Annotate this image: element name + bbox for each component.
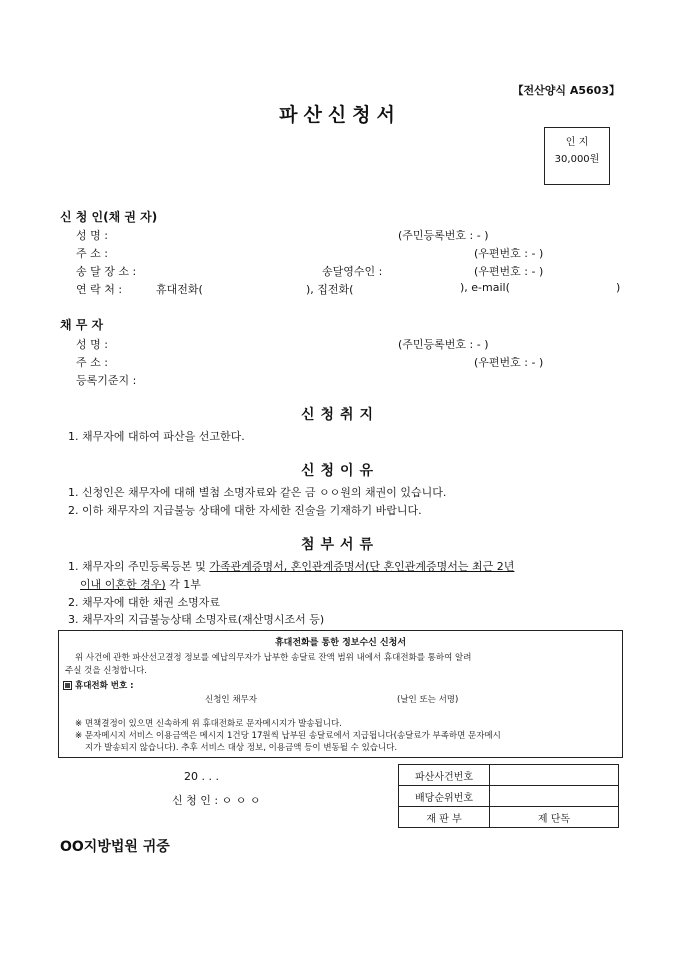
court-addressee: OO지방법원 귀중 <box>60 839 170 855</box>
attachment-item-1-pre: 1. 채무자의 주민등록등본 및 <box>68 560 210 573</box>
court-division-label: 재 판 부 <box>399 807 490 828</box>
applicant-postal: (우편번호 : - ) <box>474 247 544 260</box>
applicant-name-label: 성 명 : <box>76 229 108 242</box>
case-number-table <box>398 764 619 828</box>
date-line: 20 . . . <box>184 770 219 783</box>
attachment-item-1-underlined: 가족관계증명서, 혼인관계증명서(단 혼인관계증명서는 최근 2년 <box>209 560 515 573</box>
reason-item-2: 2. 이하 채무자의 지급불능 상태에 대한 자세한 진술을 기재하기 바랍니다. <box>68 504 422 517</box>
attachment-item-1-underlined-2: 이내 이혼한 경우) <box>80 578 166 591</box>
attachment-item-1-post: 각 1부 <box>165 578 201 591</box>
court-division-value: 제 단독 <box>490 807 619 828</box>
notice-line-1: 위 사건에 관한 파산선고결정 정보를 예납의무자가 납부한 송달료 잔액 범위 내에서 휴대전화를 통하여 알려 <box>75 653 472 663</box>
applicant-address-label: 주 소 : <box>76 247 108 260</box>
debtor-rrn: (주민등록번호 : - ) <box>398 338 489 351</box>
case-number-value <box>490 765 619 786</box>
notice-note-1: ※ 면책결정이 있으면 신속하게 위 휴대전화로 문자메시지가 발송됩니다. <box>75 719 342 729</box>
home-phone-label: ), 집전화( <box>306 283 354 296</box>
case-number-label: 파산사건번호 <box>399 765 490 786</box>
applicant-rrn: (주민등록번호 : - ) <box>398 229 489 242</box>
notice-signer: 신청인 채무자 <box>205 695 257 705</box>
debtor-reg-label: 등록기준지 : <box>76 374 137 387</box>
table-row <box>399 765 619 786</box>
debtor-name-label: 성 명 : <box>76 338 108 351</box>
notice-note-2: ※ 문자메시지 서비스 이용금액은 메시지 1건당 17원씩 납부된 송달료에서 지급됩니다(송달료가 부족하면 문자메시 <box>75 731 501 741</box>
reason-heading: 신청이유 <box>300 463 380 479</box>
purpose-heading: 신청취지 <box>300 407 380 423</box>
form-code: 【전산양식 A5603】 <box>512 84 620 97</box>
applicant-delivery-label: 송 달 장 소 : <box>76 265 137 278</box>
mobile-label: 휴대전화( <box>156 283 203 296</box>
stamp-amount: 30,000원 <box>554 154 600 165</box>
delivery-recipient-label: 송달영수인 : <box>322 265 383 278</box>
dividend-number-value <box>490 786 619 807</box>
notice-line-2: 주실 것을 신청합니다. <box>65 666 148 676</box>
notice-phone-row <box>63 679 134 691</box>
reason-item-1: 1. 신청인은 채무자에 대해 별첨 소명자료와 같은 금 ㅇㅇ원의 채권이 있습니다. <box>68 486 447 499</box>
stamp-label: 인 지 <box>565 137 589 148</box>
notice-sign: (날인 또는 서명) <box>397 695 459 705</box>
attachment-item-1-cont <box>80 576 201 592</box>
dividend-number-label: 배당순위번호 <box>399 786 490 807</box>
attachment-item-3: 3. 채무자의 지급불능상태 소명자료(재산명시조서 등) <box>68 613 325 626</box>
debtor-postal: (우편번호 : - ) <box>474 356 544 369</box>
debtor-heading: 채 무 자 <box>60 318 104 332</box>
attachments-heading: 첨부서류 <box>300 537 380 553</box>
signature-line: 신 청 인 : ㅇ ㅇ ㅇ <box>172 794 261 807</box>
purpose-item-1: 1. 채무자에 대하여 파산을 선고한다. <box>68 430 245 443</box>
page-title: 파산신청서 <box>279 104 401 126</box>
phone-label: 휴대전화 번호 : <box>75 681 134 691</box>
applicant-contact-label: 연 락 처 : <box>76 283 123 296</box>
revenue-stamp-box <box>544 127 610 185</box>
notice-title: 휴대전화를 통한 정보수신 신청서 <box>274 638 407 648</box>
notice-note-3: 지가 발송되지 않습니다). 추후 서비스 대상 정보, 이용금액 등이 변동될 수 있습니다. <box>85 743 398 753</box>
attachment-item-2: 2. 채무자에 대한 채권 소명자료 <box>68 596 220 609</box>
email-label: ), e-mail( <box>460 281 510 294</box>
applicant-heading: 신 청 인(채 권 자) <box>60 210 158 224</box>
contact-close: ) <box>616 281 621 294</box>
sms-notice-box <box>58 630 623 758</box>
table-row <box>399 786 619 807</box>
delivery-postal: (우편번호 : - ) <box>474 265 544 278</box>
table-row <box>399 807 619 828</box>
attachment-item-1 <box>68 558 514 574</box>
debtor-address-label: 주 소 : <box>76 356 108 369</box>
phone-checkbox-icon[interactable] <box>63 681 72 690</box>
